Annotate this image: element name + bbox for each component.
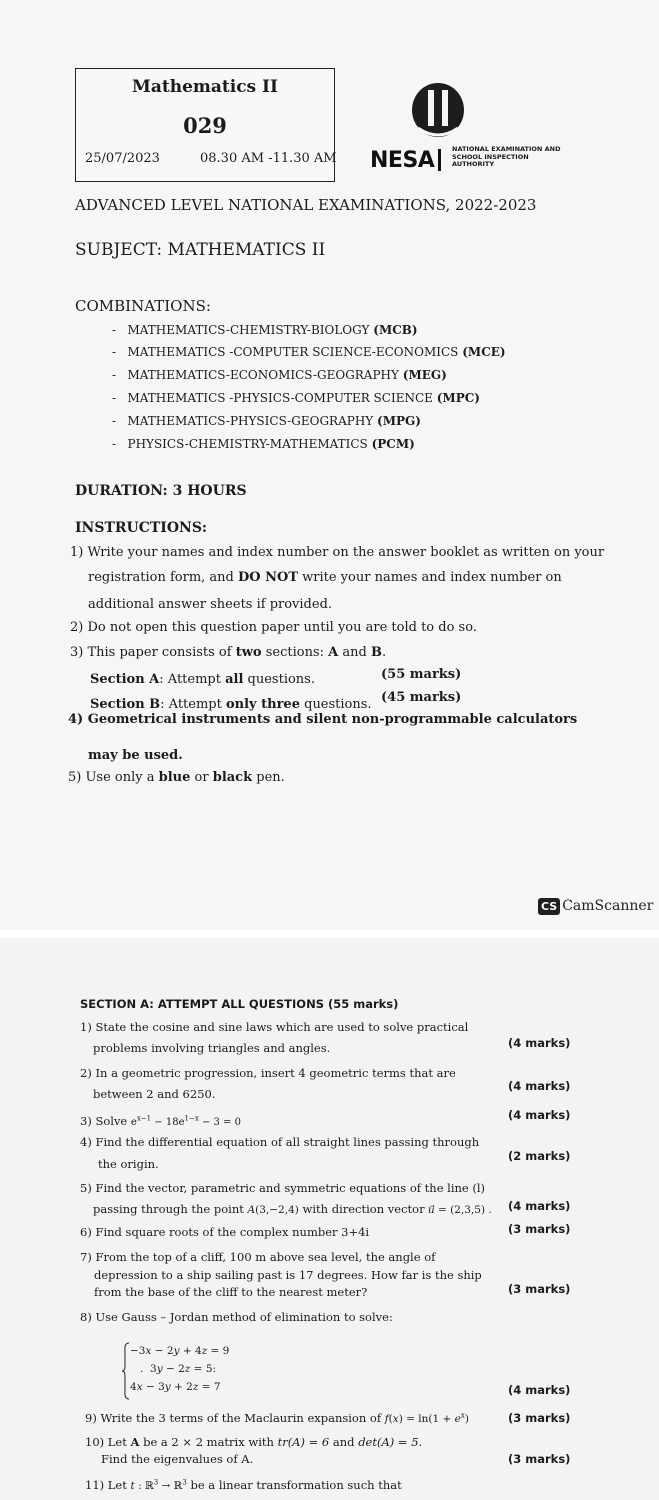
instruction-4-line: 4) Geometrical instruments and silent non-programmable calculators	[68, 712, 578, 727]
text: .	[381, 645, 387, 660]
text: and	[338, 645, 371, 660]
q5-marks: (4 marks)	[508, 1199, 571, 1213]
page-gap	[0, 930, 659, 938]
emphasis: DO NOT	[237, 570, 298, 585]
text: write your names and index number on	[298, 570, 562, 585]
logo-divider	[438, 149, 441, 171]
paper-title: Mathematics II	[132, 77, 278, 97]
text: questions.	[243, 672, 315, 687]
text: passing through the point	[93, 1202, 248, 1216]
combination-name: MATHEMATICS -PHYSICS-COMPUTER SCIENCE	[127, 391, 433, 405]
emphasis: A	[130, 1435, 140, 1449]
text: 9) Write the 3 terms of the Maclaurin expansion of	[85, 1411, 385, 1425]
exam-title: ADVANCED LEVEL NATIONAL EXAMINATIONS, 2022-2023	[75, 196, 537, 214]
q2-marks: (4 marks)	[508, 1079, 571, 1093]
q10-line: Find the eigenvalues of A.	[101, 1452, 254, 1466]
math: det(A) = 5	[358, 1435, 419, 1449]
q10-marks: (3 marks)	[508, 1452, 571, 1466]
text: pen.	[252, 770, 285, 785]
logo-caption-line: NATIONAL EXAMINATION AND	[452, 145, 561, 153]
combination-name: MATHEMATICS-PHYSICS-GEOGRAPHY	[127, 414, 374, 428]
combination-code: (MEG)	[402, 368, 447, 382]
emphasis: black	[212, 770, 253, 785]
q5-point: A(3,−2,4)	[247, 1204, 299, 1216]
combination-code: (PCM)	[371, 437, 415, 451]
q7-marks: (3 marks)	[508, 1282, 571, 1296]
logo-text: NESA	[370, 148, 435, 173]
q10-line	[85, 1435, 422, 1449]
combination-name: MATHEMATICS -COMPUTER SCIENCE-ECONOMICS	[127, 345, 459, 359]
text: with direction vector	[298, 1202, 425, 1216]
q6: 6) Find square roots of the complex number 3+4i	[80, 1225, 370, 1239]
text: or	[190, 770, 213, 785]
combinations-heading: COMBINATIONS:	[75, 297, 211, 315]
q11-map: t : ℝ$^3$ → ℝ$^3$	[130, 1478, 187, 1492]
q3-marks: (4 marks)	[508, 1108, 571, 1122]
emphasis: Section A	[90, 672, 160, 687]
text: 3) This paper consists of	[70, 645, 236, 660]
duration: DURATION: 3 HOURS	[75, 483, 247, 499]
list-item: - MATHEMATICS-PHYSICS-GEOGRAPHY (MPG)	[112, 414, 421, 428]
list-item: - MATHEMATICS -PHYSICS-COMPUTER SCIENCE (MPC)	[112, 391, 480, 405]
camscanner-label: CamScanner	[562, 898, 654, 914]
camscanner-watermark	[538, 898, 653, 915]
paper-code: 029	[183, 113, 227, 138]
emphasis: blue	[158, 770, 191, 785]
emphasis: all	[225, 672, 244, 687]
list-item: - PHYSICS-CHEMISTRY-MATHEMATICS (PCM)	[112, 437, 415, 451]
text: registration form, and	[88, 570, 238, 585]
q1-line: 1) State the cosine and sine laws which are used to solve practical	[80, 1020, 469, 1034]
combination-name: MATHEMATICS-ECONOMICS-GEOGRAPHY	[127, 368, 399, 382]
text: 11) Let	[85, 1478, 131, 1492]
text: questions.	[299, 697, 372, 712]
equation-1: −3x − 2y + 4z = 9	[130, 1345, 230, 1357]
q7-line: depression to a ship sailing past is 17 degrees. How far is the ship	[94, 1268, 482, 1282]
q5-line	[93, 1202, 492, 1216]
q2-line: between 2 and 6250.	[93, 1087, 216, 1101]
q1-marks: (4 marks)	[508, 1036, 571, 1050]
q8-marks: (4 marks)	[508, 1383, 571, 1397]
q3	[80, 1114, 241, 1128]
text: 5) Use only a	[68, 770, 159, 785]
combination-code: (MCB)	[373, 323, 418, 337]
section-a-heading: SECTION A: ATTEMPT ALL QUESTIONS (55 marks)	[80, 997, 399, 1011]
q5-line: 5) Find the vector, parametric and symmetric equations of the line (l)	[80, 1181, 486, 1195]
emphasis: only three	[225, 697, 300, 712]
text: : Attempt	[159, 672, 226, 687]
q4-marks: (2 marks)	[508, 1149, 571, 1163]
emphasis: A	[328, 645, 339, 660]
combination-code: (MCE)	[462, 345, 506, 359]
logo-caption-line: SCHOOL INSPECTION	[452, 152, 529, 161]
q4-line: the origin.	[98, 1157, 159, 1171]
text: be a 2 × 2 matrix with	[139, 1435, 278, 1449]
q7-line: from the base of the cliff to the nearest meter?	[94, 1285, 368, 1299]
q8: 8) Use Gauss – Jordan method of elimination to solve:	[80, 1310, 393, 1324]
section-b-instruction	[90, 697, 372, 712]
instruction-4-line: may be used.	[88, 748, 183, 763]
q9-marks: (3 marks)	[508, 1411, 571, 1425]
list-item: - MATHEMATICS-CHEMISTRY-BIOLOGY (MCB)	[112, 323, 418, 337]
exam-time: 08.30 AM -11.30 AM	[200, 151, 337, 166]
combination-code: (MPG)	[377, 414, 421, 428]
exam-date: 25/07/2023	[85, 151, 160, 166]
instruction-1-line	[88, 570, 562, 585]
emphasis: Section B	[90, 697, 161, 712]
section-a-marks: (55 marks)	[381, 667, 462, 682]
math: tr(A) = 6	[277, 1435, 330, 1449]
text: : Attempt	[160, 697, 226, 712]
combination-code: (MPC)	[436, 391, 480, 405]
q9	[85, 1411, 469, 1425]
section-a-page	[0, 938, 659, 1500]
section-a-instruction	[90, 672, 315, 687]
q7-line: 7) From the top of a cliff, 100 m above sea level, the angle of	[80, 1250, 436, 1264]
section-b-marks: (45 marks)	[381, 690, 462, 705]
instruction-1-line: 1) Write your names and index number on the answer booklet as written on your	[70, 545, 605, 560]
q6-marks: (3 marks)	[508, 1222, 571, 1236]
system-brace	[122, 1342, 128, 1400]
text: 3) Solve	[80, 1114, 131, 1128]
exam-header-box	[75, 68, 335, 182]
q2-line: 2) In a geometric progression, insert 4 geometric terms that are	[80, 1066, 456, 1080]
instructions-heading: INSTRUCTIONS:	[75, 520, 208, 536]
nesa-logo	[368, 82, 568, 177]
instruction-1-line: additional answer sheets if provided.	[88, 597, 333, 612]
instruction-2: 2) Do not open this question paper until you are told to do so.	[70, 620, 477, 635]
q9-function: $f(x) = \ln(1 + e^x)$	[384, 1411, 469, 1425]
instruction-5	[68, 770, 285, 785]
q5-vector: u⃗ = (2,3,5) .	[427, 1204, 492, 1216]
text: and	[329, 1435, 359, 1449]
instruction-3	[70, 645, 386, 660]
q1-line: problems involving triangles and angles.	[93, 1041, 331, 1055]
combination-name: MATHEMATICS-CHEMISTRY-BIOLOGY	[127, 323, 370, 337]
text: 10) Let	[85, 1435, 131, 1449]
combination-name: PHYSICS-CHEMISTRY-MATHEMATICS	[127, 437, 368, 451]
equation-2: . 3y − 2z = 5:	[140, 1363, 217, 1375]
camscanner-icon: CS	[538, 898, 560, 915]
logo-caption-line: AUTHORITY	[452, 160, 495, 168]
q3-equation: $e^{x-1} - 18e^{1-x} - 3 = 0$	[130, 1114, 241, 1128]
q4-line: 4) Find the differential equation of all straight lines passing through	[80, 1135, 480, 1149]
equation-3: 4x − 3y + 2z = 7	[130, 1381, 221, 1393]
text: be a linear transformation such that	[186, 1478, 402, 1492]
subject-line: SUBJECT: MATHEMATICS II	[75, 240, 326, 260]
list-item: - MATHEMATICS-ECONOMICS-GEOGRAPHY (MEG)	[112, 368, 447, 382]
emphasis: B	[370, 645, 382, 660]
linear-system	[130, 1342, 229, 1396]
q11-line	[85, 1478, 402, 1492]
text: .	[418, 1435, 423, 1449]
list-item: - MATHEMATICS -COMPUTER SCIENCE-ECONOMICS (MCE)	[112, 345, 506, 359]
logo-caption	[452, 146, 561, 169]
text: sections:	[261, 645, 329, 660]
emphasis: two	[235, 645, 262, 660]
